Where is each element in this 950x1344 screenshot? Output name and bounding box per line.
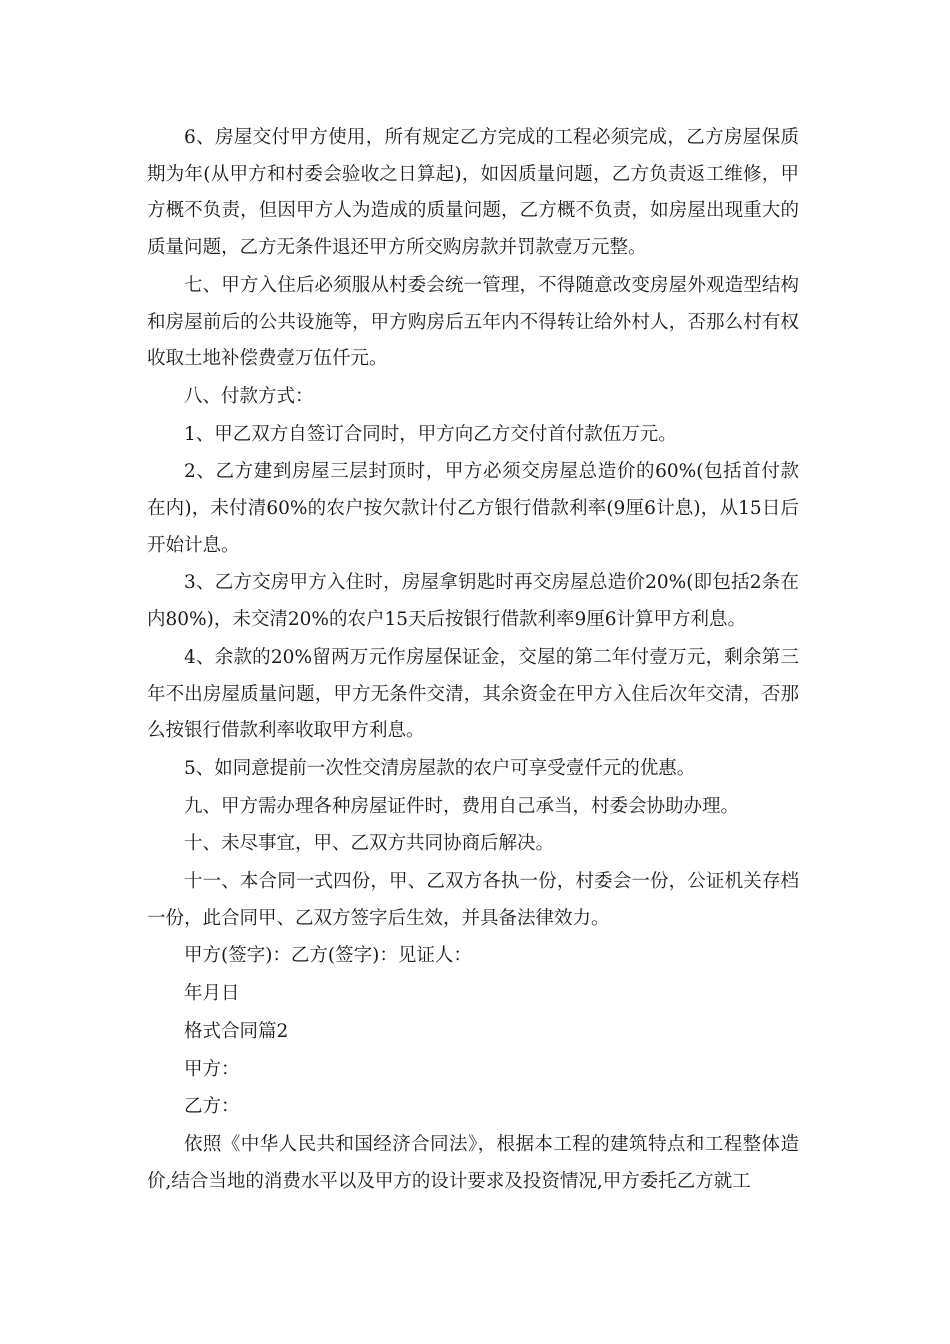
clause-10-other-matters: 十、未尽事宜，甲、乙双方共同协商后解决。 — [184, 833, 555, 855]
clause-6-warranty: 6、房屋交付甲方使用，所有规定乙方完成的工程必须完成，乙方房屋保质期为年(从甲方和村委会验收之日算起)，如因质量问题，乙方负责返工维修，甲方概不负责，但因甲方人为造成的质量问题，乙方概不负责，如房屋出现重大的质量问题，乙方无条件退还甲方所交购房款并罚款壹万元整。 — [147, 127, 799, 259]
party-b-line: 乙方： — [184, 1096, 240, 1118]
clause-9-certificates: 九、甲方需办理各种房屋证件时，费用自己承当，村委会协助办理。 — [184, 795, 740, 817]
clause-8-item-4: 4、余款的20%留两万元作房屋保证金，交屋的第二年付壹万元，剩余第三年不出房屋质量问题，甲方无条件交清，其余资金在甲方入住后次年交清，否那么按银行借款利率收取甲方利息。 — [147, 646, 799, 742]
date-line: 年月日 — [184, 983, 240, 1005]
clause-8-item-1: 1、甲乙双方自签订合同时，甲方向乙方交付首付款伍万元。 — [184, 423, 677, 445]
clause-7-management: 七、甲方入住后必须服从村委会统一管理，不得随意改变房屋外观造型结构和房屋前后的公共设施等，甲方购房后五年内不得转让给外村人，否那么村有权收取土地补偿费壹万伍仟元。 — [147, 274, 799, 370]
clause-8-item-5: 5、如同意提前一次性交清房屋款的农户可享受壹仟元的优惠。 — [184, 757, 696, 779]
section-title: 格式合同篇2 — [184, 1020, 289, 1042]
clause-11-copies: 十一、本合同一式四份，甲、乙双方各执一份，村委会一份，公证机关存档一份，此合同甲、乙双方签字后生效，并具备法律效力。 — [147, 871, 799, 929]
clause-8-heading: 八、付款方式： — [184, 385, 314, 407]
clause-8-item-2: 2、乙方建到房屋三层封顶时，甲方必须交房屋总造价的60%(包括首付款在内)，未付清60%的农户按欠款计付乙方银行借款利率(9厘6计息)，从15日后开始计息。 — [147, 461, 799, 556]
signature-line: 甲方(签字)：乙方(签字)：见证人： — [184, 945, 472, 967]
clause-8-item-3: 3、乙方交房甲方入住时，房屋拿钥匙时再交房屋总造价20%(即包括2条在内80%)，未交清20%的农户15天后按银行借款利率9厘6计算甲方利息。 — [147, 572, 799, 631]
party-a-line: 甲方： — [184, 1058, 240, 1080]
intro-paragraph: 依照《中华人民共和国经济合同法》，根据本工程的建筑特点和工程整体造价,结合当地的消费水平以及甲方的设计要求及投资情况,甲方委托乙方就工 — [147, 1133, 799, 1192]
document-body — [147, 120, 799, 1200]
